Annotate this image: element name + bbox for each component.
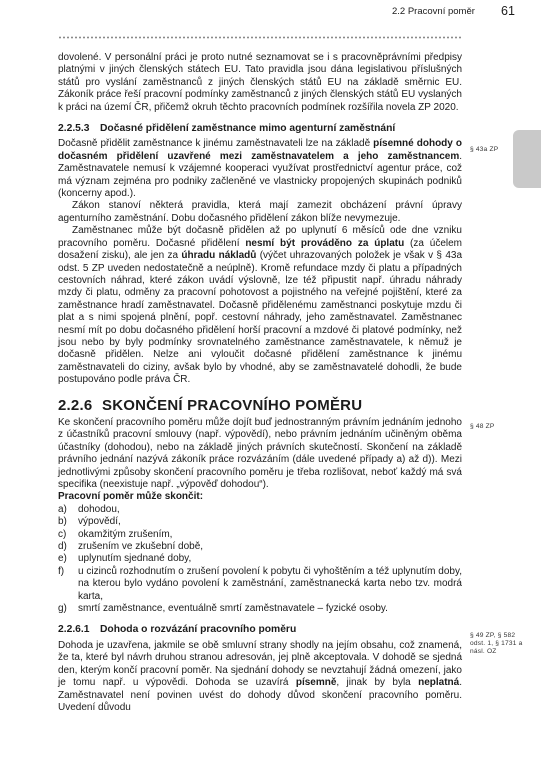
list-marker: g) (58, 603, 67, 615)
section-number: 2.2.5.3 (58, 123, 90, 135)
section-heading-2-2-5-3 (58, 123, 462, 135)
list-text: výpovědí, (78, 516, 121, 528)
paragraph-temporary-assignment (58, 138, 462, 200)
list-marker: a) (58, 503, 67, 515)
section-number: 2.2.6 (58, 396, 93, 414)
bold-run: nesmí být prováděno za úplatu (245, 237, 405, 249)
text-run: (za účelem dosažení zisku), ale jen za (58, 237, 462, 262)
bold-run: písemné dohody o dočasném přidělení uzavřené mezi zaměstnavatelem a jeho zaměstnancem (58, 138, 462, 162)
list-item (58, 553, 462, 565)
chapter-thumb-tab (513, 130, 541, 188)
text-run: . Zaměstnavatele nemusí k vzájemné kooperaci využívat prostřednictví agentur práce, což má význam zejména pro podniky začleněné ve vlastnicky propojených skupinách podniků (koncerny apod.). (58, 150, 462, 200)
termination-list (58, 504, 462, 616)
text-run: Zaměstnanec může být dočasně přidělen až po uplynutí 6 měsíců ode dne vzniku pracovního poměru. Dočasné přidělení (58, 225, 462, 249)
section-title: SKONČENÍ PRACOVNÍHO POMĚRU (102, 396, 363, 414)
paragraph-termination: Ke skončení pracovního poměru může dojít buď jednostranným právním jednáním jednoho z účastníků pracovní smlouvy (např. výpovědí), nebo právním jednáním učiněným oběma účastníky (dohodou), nebo na základě jiných právních skutečností. Skončení na základě právního jednání nazývá zákoník práce rozvázáním (dále uvedené případy a) až d)). Mezi jednotlivými způsoby skončení pracovního poměru je třeba rozlišovat, neboť každý má svá specifika (neexistuje např. „výpověď dohodou“). (58, 416, 462, 490)
intro-paragraph: dovolené. V personální práci je proto nutné seznamovat se i s pracovněprávními předpisy platnými v jiných členských státech EU. Tato pravidla jsou dána legislativou příslušných států pro vyslání zaměstnanců z jiných členských států EU na základě směrnic EU. Zákoník práce řeší pracovní podmínky zaměstnanců z jiných členských států EU vyslaných k práci na území ČR, přičemž okruh těchto pracovních podmínek rozšířila novela ZP 2020. (58, 52, 462, 113)
list-text: dohodou, (78, 503, 120, 515)
paragraph-agreement (58, 640, 462, 714)
marginal-note: § 49 ZP, § 582 odst. 1, § 1731 a násl. OZ (470, 632, 523, 655)
bold-run: úhradu nákladů (181, 250, 257, 262)
list-item (58, 603, 462, 615)
bold-run: neplatná (418, 677, 460, 689)
list-marker: f) (58, 565, 65, 577)
list-text: smrtí zaměstnance, eventuálně smrtí zaměstnavatele – fyzické osoby. (78, 603, 388, 615)
list-item (58, 504, 462, 516)
text-run: . Zaměstnavatel není povinen uvést do dohody důvod skončení pracovního poměru. Uvedení důvodu (58, 677, 462, 713)
list-item (58, 529, 462, 541)
marginal-note: § 43a ZP (470, 146, 499, 153)
text-run: (výčet uhrazovaných položek je však v § 43a odst. 5 ZP uveden nedostatečně a neúplně). Kromě refundace mzdy či platu a případných cestovních náhrad, které zákon uvádí výslovně, lze též připustit např. úhradu náhrady mzdy či platu, odměny za pracovní pohotovost a pojistného na veřejné pojištění, které za zaměstnance hradí zaměstnavatel. Dočasně přidělenému zaměstnanci poskytuje mzdu či plat a s nimi spojená plnění, popř. cestovní náhrady, jeho zaměstnavatel. Zaměstnanec nesmí mít po dobu dočasného přidělení horší pracovní a mzdové či platové podmínky, než jsou nebo by byly podmínky srovnatelného zaměstnance zaměstnavatele, k němuž je dočasně přidělen. Nelze ani vyloučit dočasné přidělení zaměstnance k jinému zaměstnavateli do ciziny, avšak bylo by vhodné, aby se zaměstnavatelé dohodli, že bude postupováno podle práva ČR. (58, 250, 463, 386)
marginal-note: § 48 ZP (470, 423, 495, 430)
section-heading-2-2-6-1 (58, 624, 462, 636)
list-marker: b) (58, 516, 67, 528)
list-heading: Pracovní poměr může skončit: (58, 491, 204, 503)
list-text: u cizinců rozhodnutím o zrušení povolení k pobytu či vyhoštěním a též uplynutím doby, na kterou bylo vydáno povolení k zaměstnání, zaměstnanecká karta nebo tzv. modrá karta, (78, 565, 462, 602)
list-item (58, 541, 462, 553)
list-item (58, 566, 462, 603)
list-marker: d) (58, 541, 67, 553)
text-run: Dočasně přidělit zaměstnance k jinému zaměstnavateli lze na základě (58, 138, 374, 150)
list-item (58, 516, 462, 528)
page-number: 61 (501, 4, 515, 18)
section-number: 2.2.6.1 (58, 624, 90, 636)
paragraph-conditions (58, 225, 462, 386)
text-run: , jinak by byla (336, 677, 419, 689)
header-dotted-rule (58, 36, 462, 39)
text-run: Dohoda je uzavřena, jakmile se obě smluvní strany shodly na jejím obsahu, což znamená, že ta, které byl návrh druhou stranou adresován, jej plně akceptovala. V dohodě se sjedná den, kterým končí pracovní poměr. Na sjednání dohody se nevztahují žádná omezení, jako je tomu např. u výpovědi. Dohoda se uzavírá (58, 639, 462, 689)
list-text: uplynutím sjednané doby, (78, 553, 192, 565)
section-title: Dočasné přidělení zaměstnance mimo agenturní zaměstnání (100, 123, 396, 135)
paragraph-rules: Zákon stanoví některá pravidla, která mají zamezit obcházení právní úpravy agenturního zaměstnání. Dobu dočasného přidělení zákon blíže nevymezuje. (58, 200, 462, 224)
section-heading-2-2-6 (58, 396, 462, 414)
page-body (58, 52, 462, 714)
list-text: zrušením ve zkušební době, (78, 541, 204, 553)
list-marker: c) (58, 528, 67, 540)
bold-run: písemně (295, 677, 337, 689)
running-header: 2.2 Pracovní poměr (392, 6, 475, 17)
list-text: okamžitým zrušením, (78, 528, 173, 540)
list-marker: e) (58, 553, 67, 565)
section-title: Dohoda o rozvázání pracovního poměru (100, 624, 297, 636)
